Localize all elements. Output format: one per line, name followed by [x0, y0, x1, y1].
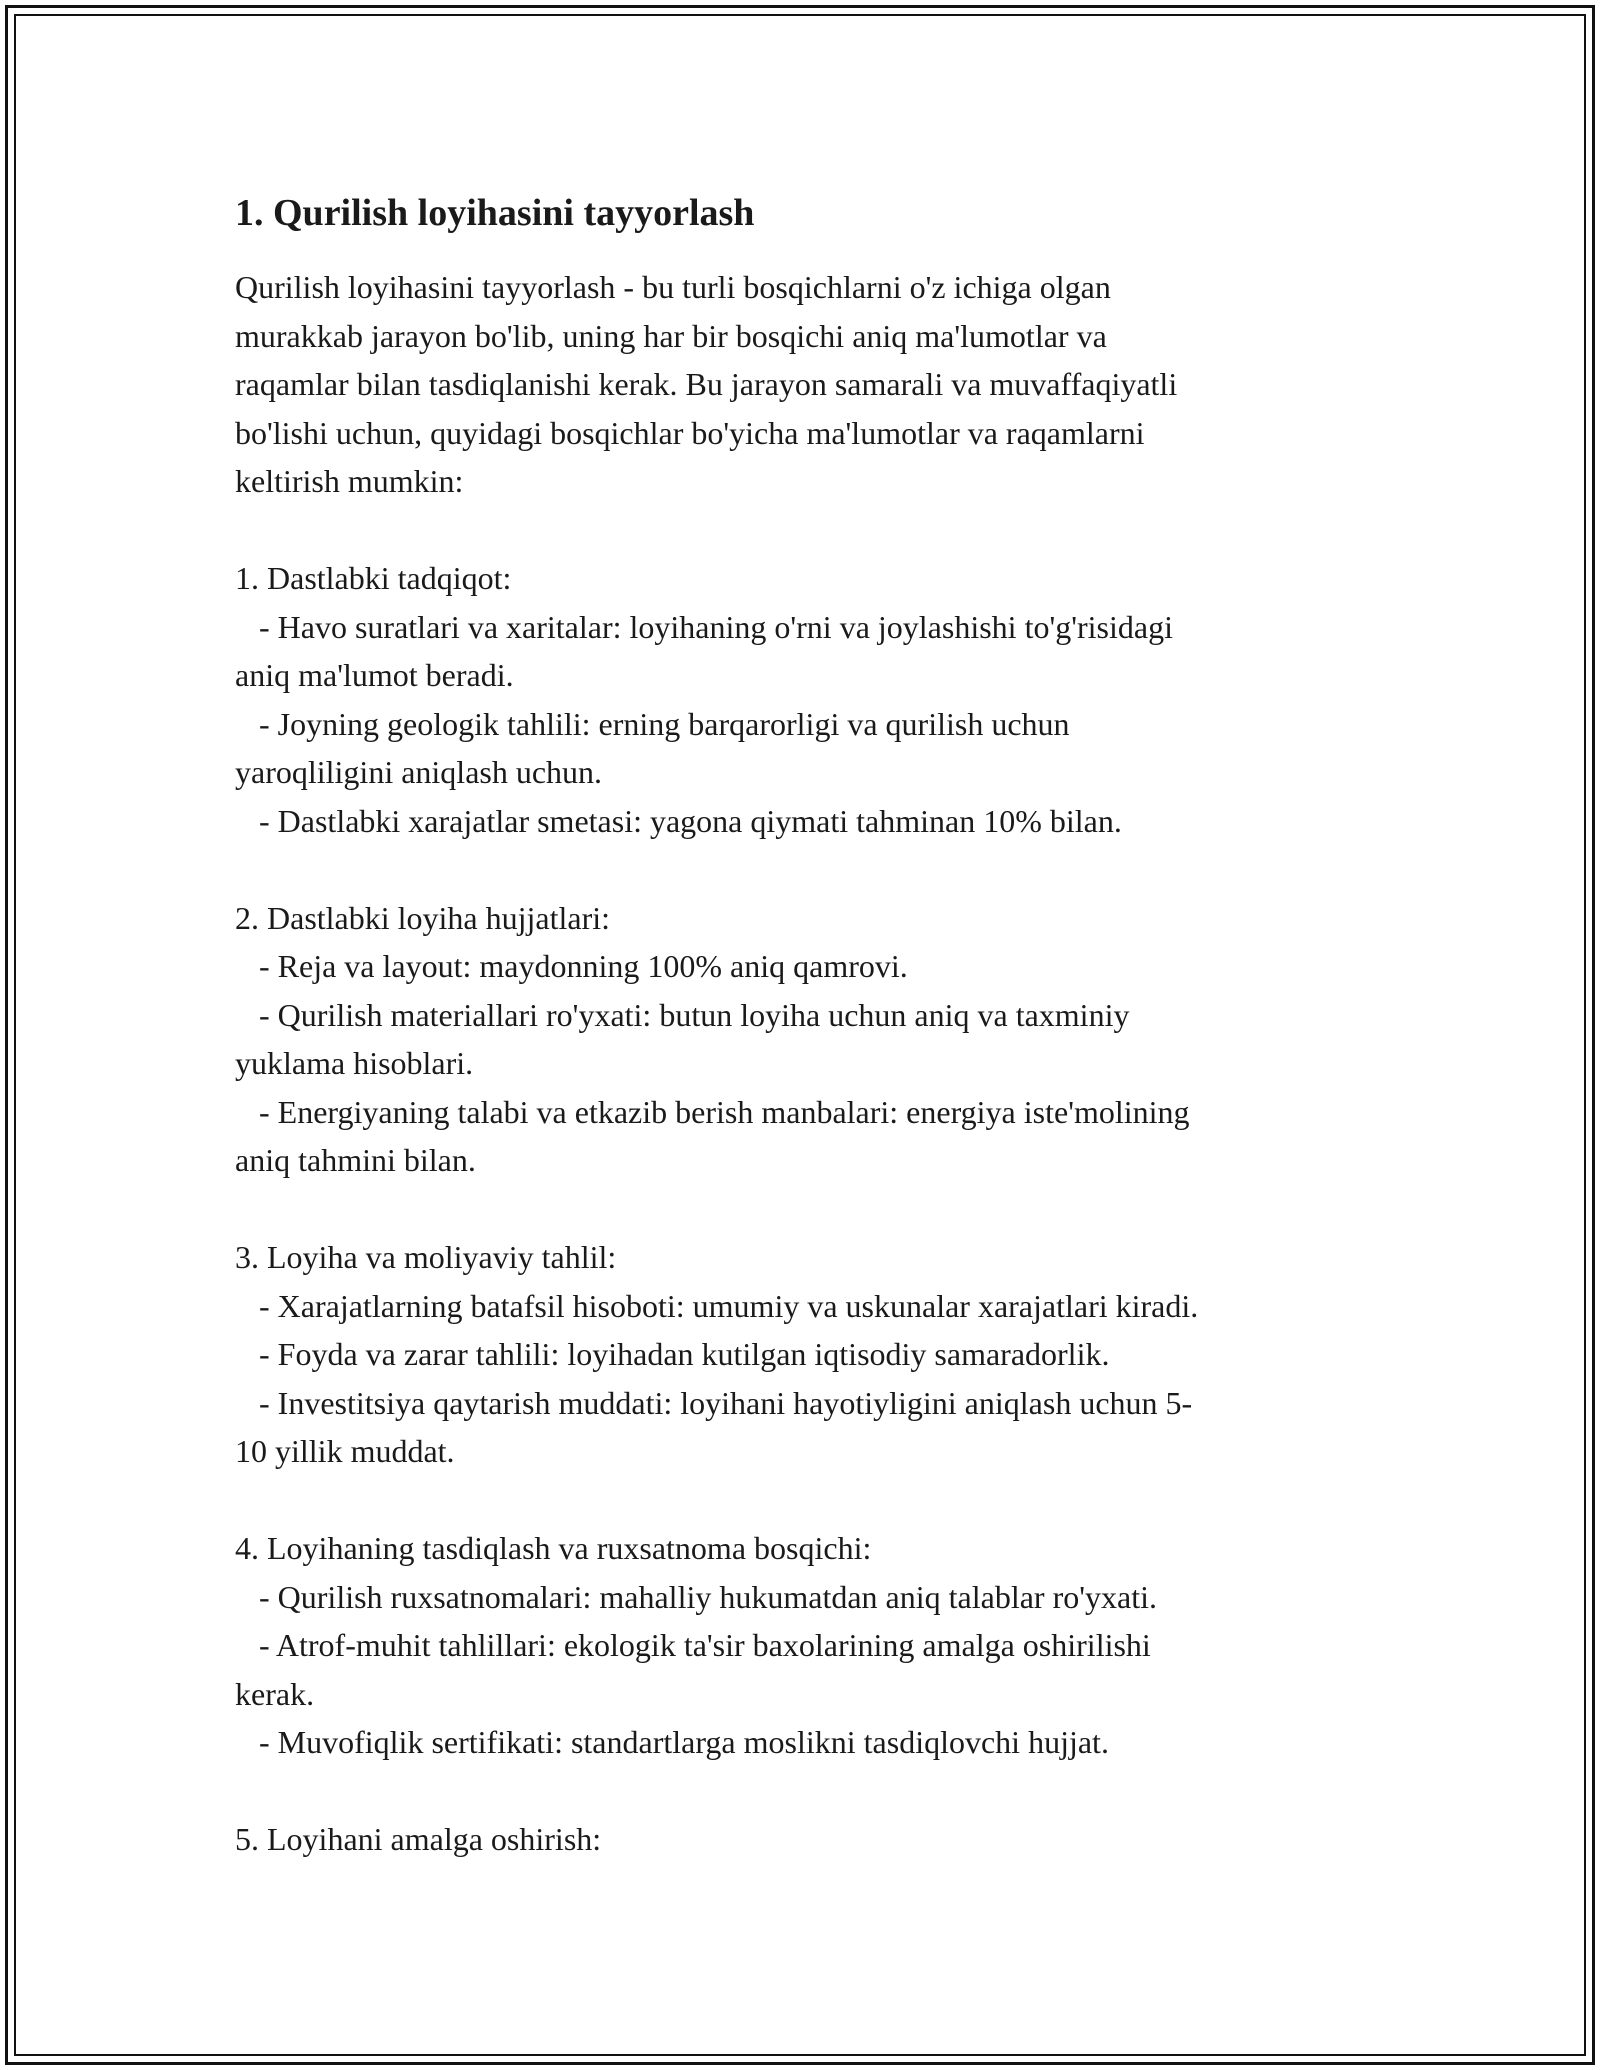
document-body: Qurilish loyihasini tayyorlash - bu turli bosqichlarni o'z ichiga olgan murakkab jarayon bo'lib, uning har bir bosqichi aniq ma'lumotlar va raqamlar bilan tasdiqlanishi kerak. Bu jarayon samarali va muvaffaqiyatli bo'lishi uchun, quyidagi bosqichlar bo'yicha ma'lumotlar va raqamlarni keltirish mumkin: 1. Dastlabki tadqiqot: - Havo suratlari va xaritalar: loyihaning o'rni va joylashishi to'g'risidagi aniq ma'lumot beradi. - Joyning geologik tahlili: erning barqarorligi va qurilish uchun yaroqliligini aniqlash uchun. - Dastlabki xarajatlar smetasi: yagona qiymati tahminan 10% bilan. 2. Dastlabki loyiha hujjatlari: - Reja va layout: maydonning 100% aniq qamrovi. - Qurilish materiallari ro'yxati: butun loyiha uchun aniq va taxminiy yuklama hisoblari. - Energiyaning talabi va etkazib berish manbalari: energiya iste'molining aniq tahmini bilan. 3. Loyiha va moliyaviy tahlil: - Xarajatlarning batafsil hisoboti: umumiy va uskunalar xarajatlari kiradi. - Foyda va zarar tahlili: loyihadan kutilgan iqtisodiy samaradorlik. - Investitsiya qaytarish muddati: loyihani hayotiyligini aniqlash uchun 5- 10 yillik muddat. 4. Loyihaning tasdiqlash va ruxsatnoma bosqichi: - Qurilish ruxsatnomalari: mahalliy hukumatdan aniq talablar ro'yxati. - Atrof-muhit tahlillari: ekologik ta'sir baxolarining amalga oshirilishi kerak. - Muvofiqlik sertifikati: standartlarga moslikni tasdiqlovchi hujjat. 5. Loyihani amalga oshirish: [235, 269, 1199, 1857]
document-title: 1. Qurilish loyihasini tayyorlash [235, 192, 755, 234]
document-content [235, 185, 1355, 1864]
